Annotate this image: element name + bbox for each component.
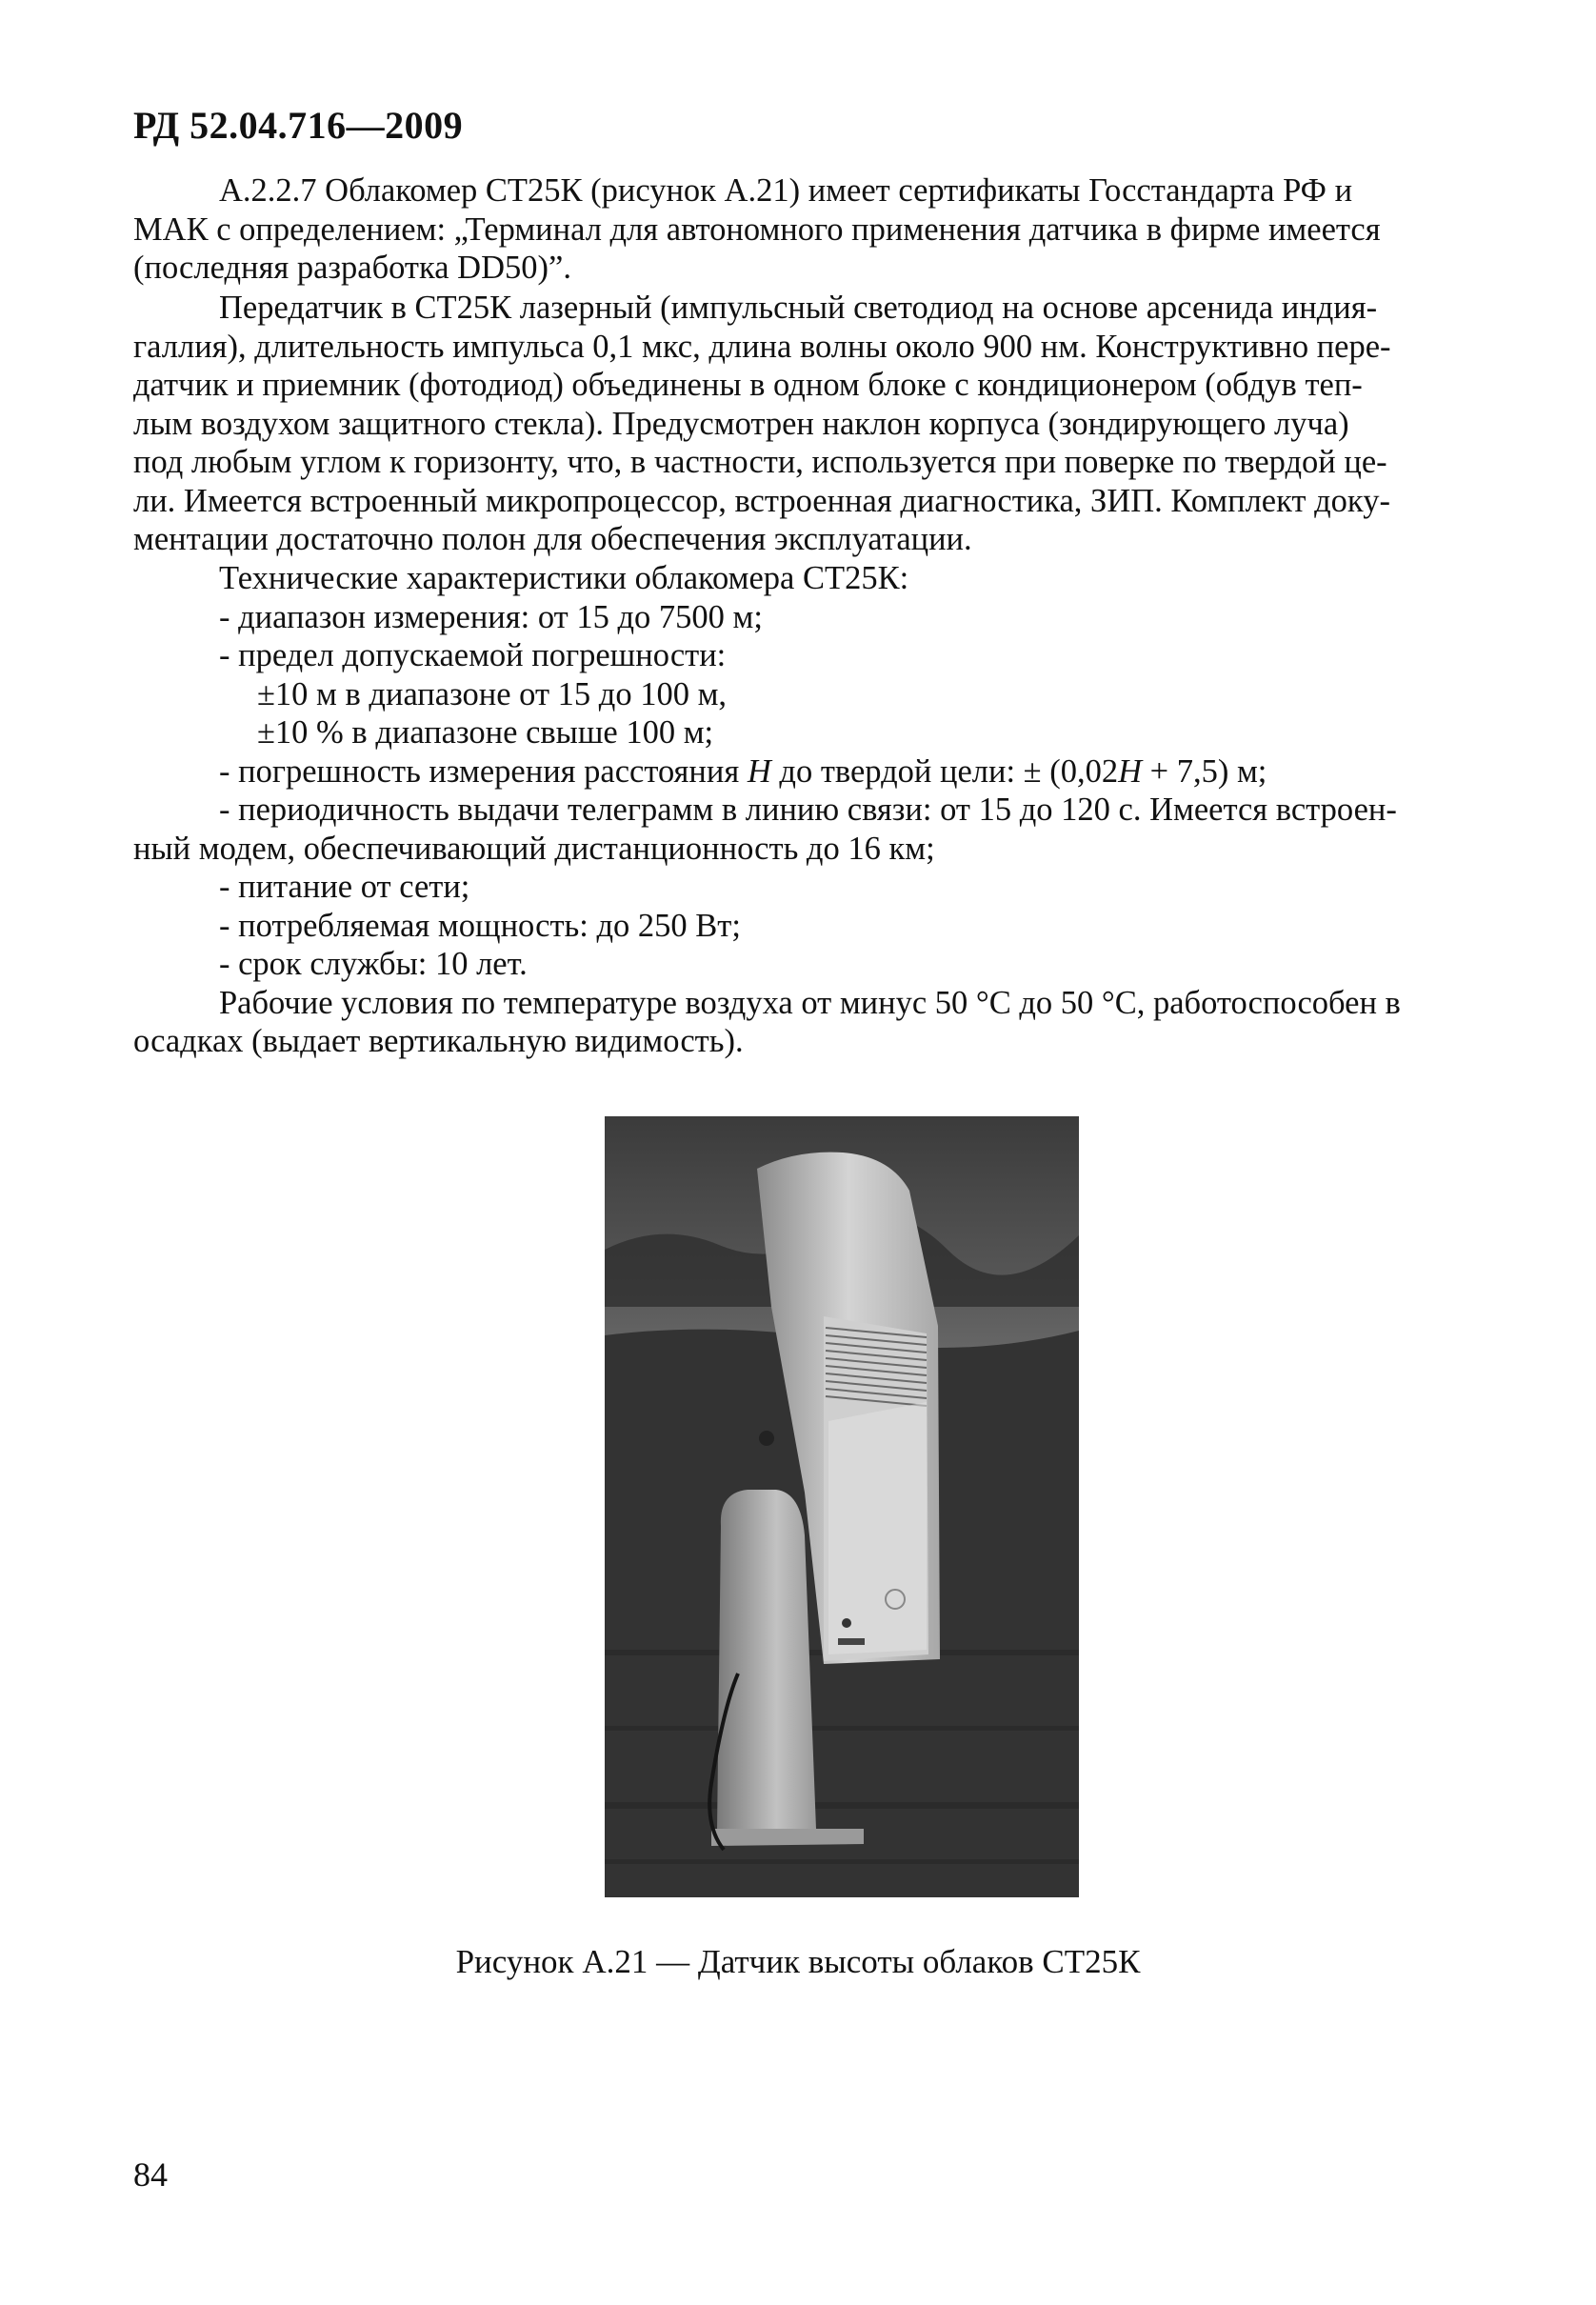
specifications-list (133, 559, 1457, 1061)
text-line: галлия), длительность импульса 0,1 мкс, длина волны около 900 нм. Конструктивно пере- (133, 328, 1391, 365)
page-number: 84 (133, 2155, 168, 2194)
text-line: лым воздухом защитного стекла). Предусмотрен наклон корпуса (зондирующего луча) (133, 405, 1349, 442)
spec-error-low: ±10 м в диапазоне от 15 до 100 м, (257, 675, 728, 712)
text-line: осадках (выдает вертикальную видимость). (133, 1023, 744, 1059)
paragraph-a227 (133, 171, 1457, 288)
text-line: ный модем, обеспечивающий дистанционность до 16 км; (133, 830, 935, 867)
spec-error: - предел допускаемой погрешности: (219, 637, 727, 673)
figure-caption: Рисунок А.21 — Датчик высоты облаков СТ25К (455, 1943, 1141, 1980)
text-line: под любым углом к горизонту, что, в частности, используется при поверке по твердой це- (133, 444, 1387, 480)
spec-lifetime: - срок службы: 10 лет. (219, 946, 528, 982)
spec-power: - питание от сети; (219, 869, 470, 905)
text-line: А.2.2.7 Облакомер СТ25К (рисунок А.21) имеет сертификаты Госстандарта РФ и (219, 172, 1353, 209)
spec-consumption: - потребляемая мощность: до 250 Вт; (219, 907, 741, 944)
spec-distance-middle: до твердой цели: ± (0,02 (770, 752, 1119, 790)
text-line: - периодичность выдачи телеграмм в линию связи: от 15 до 120 с. Имеется встроен- (219, 792, 1397, 828)
paragraph-transmitter (133, 289, 1457, 559)
ceilometer-photo (605, 1116, 1079, 1897)
text-line: ментации достаточно полон для обеспечения эксплуатации. (133, 521, 972, 557)
specs-heading: Технические характеристики облакомера СТ25К: (219, 560, 909, 596)
spec-distance-error (133, 752, 1457, 792)
spec-distance-var-h: H (747, 752, 771, 790)
spec-distance-prefix: - погрешность измерения расстояния (219, 752, 748, 790)
document-code: РД 52.04.716—2009 (133, 104, 464, 147)
spec-distance-suffix: + 7,5) м; (1142, 752, 1267, 790)
text-line: Рабочие условия по температуре воздуха от минус 50 °С до 50 °С, работоспособен в (219, 984, 1401, 1021)
spec-error-high: ±10 % в диапазоне свыше 100 м; (257, 714, 714, 751)
spec-distance-var-h2: H (1118, 752, 1143, 790)
text-line: ли. Имеется встроенный микропроцессор, встроенная диагностика, ЗИП. Комплект доку- (133, 482, 1390, 519)
text-line: (последняя разработка DD50)”. (133, 250, 571, 286)
text-line: датчик и приемник (фотодиод) объединены в одном блоке с кондиционером (обдув теп- (133, 367, 1363, 403)
text-line: МАК с определением: „Терминал для автономного применения датчика в фирме имеется (133, 210, 1381, 248)
text-line: Передатчик в СТ25К лазерный (импульсный светодиод на основе арсенида индия- (219, 290, 1378, 326)
spec-range: - диапазон измерения: от 15 до 7500 м; (219, 598, 763, 635)
